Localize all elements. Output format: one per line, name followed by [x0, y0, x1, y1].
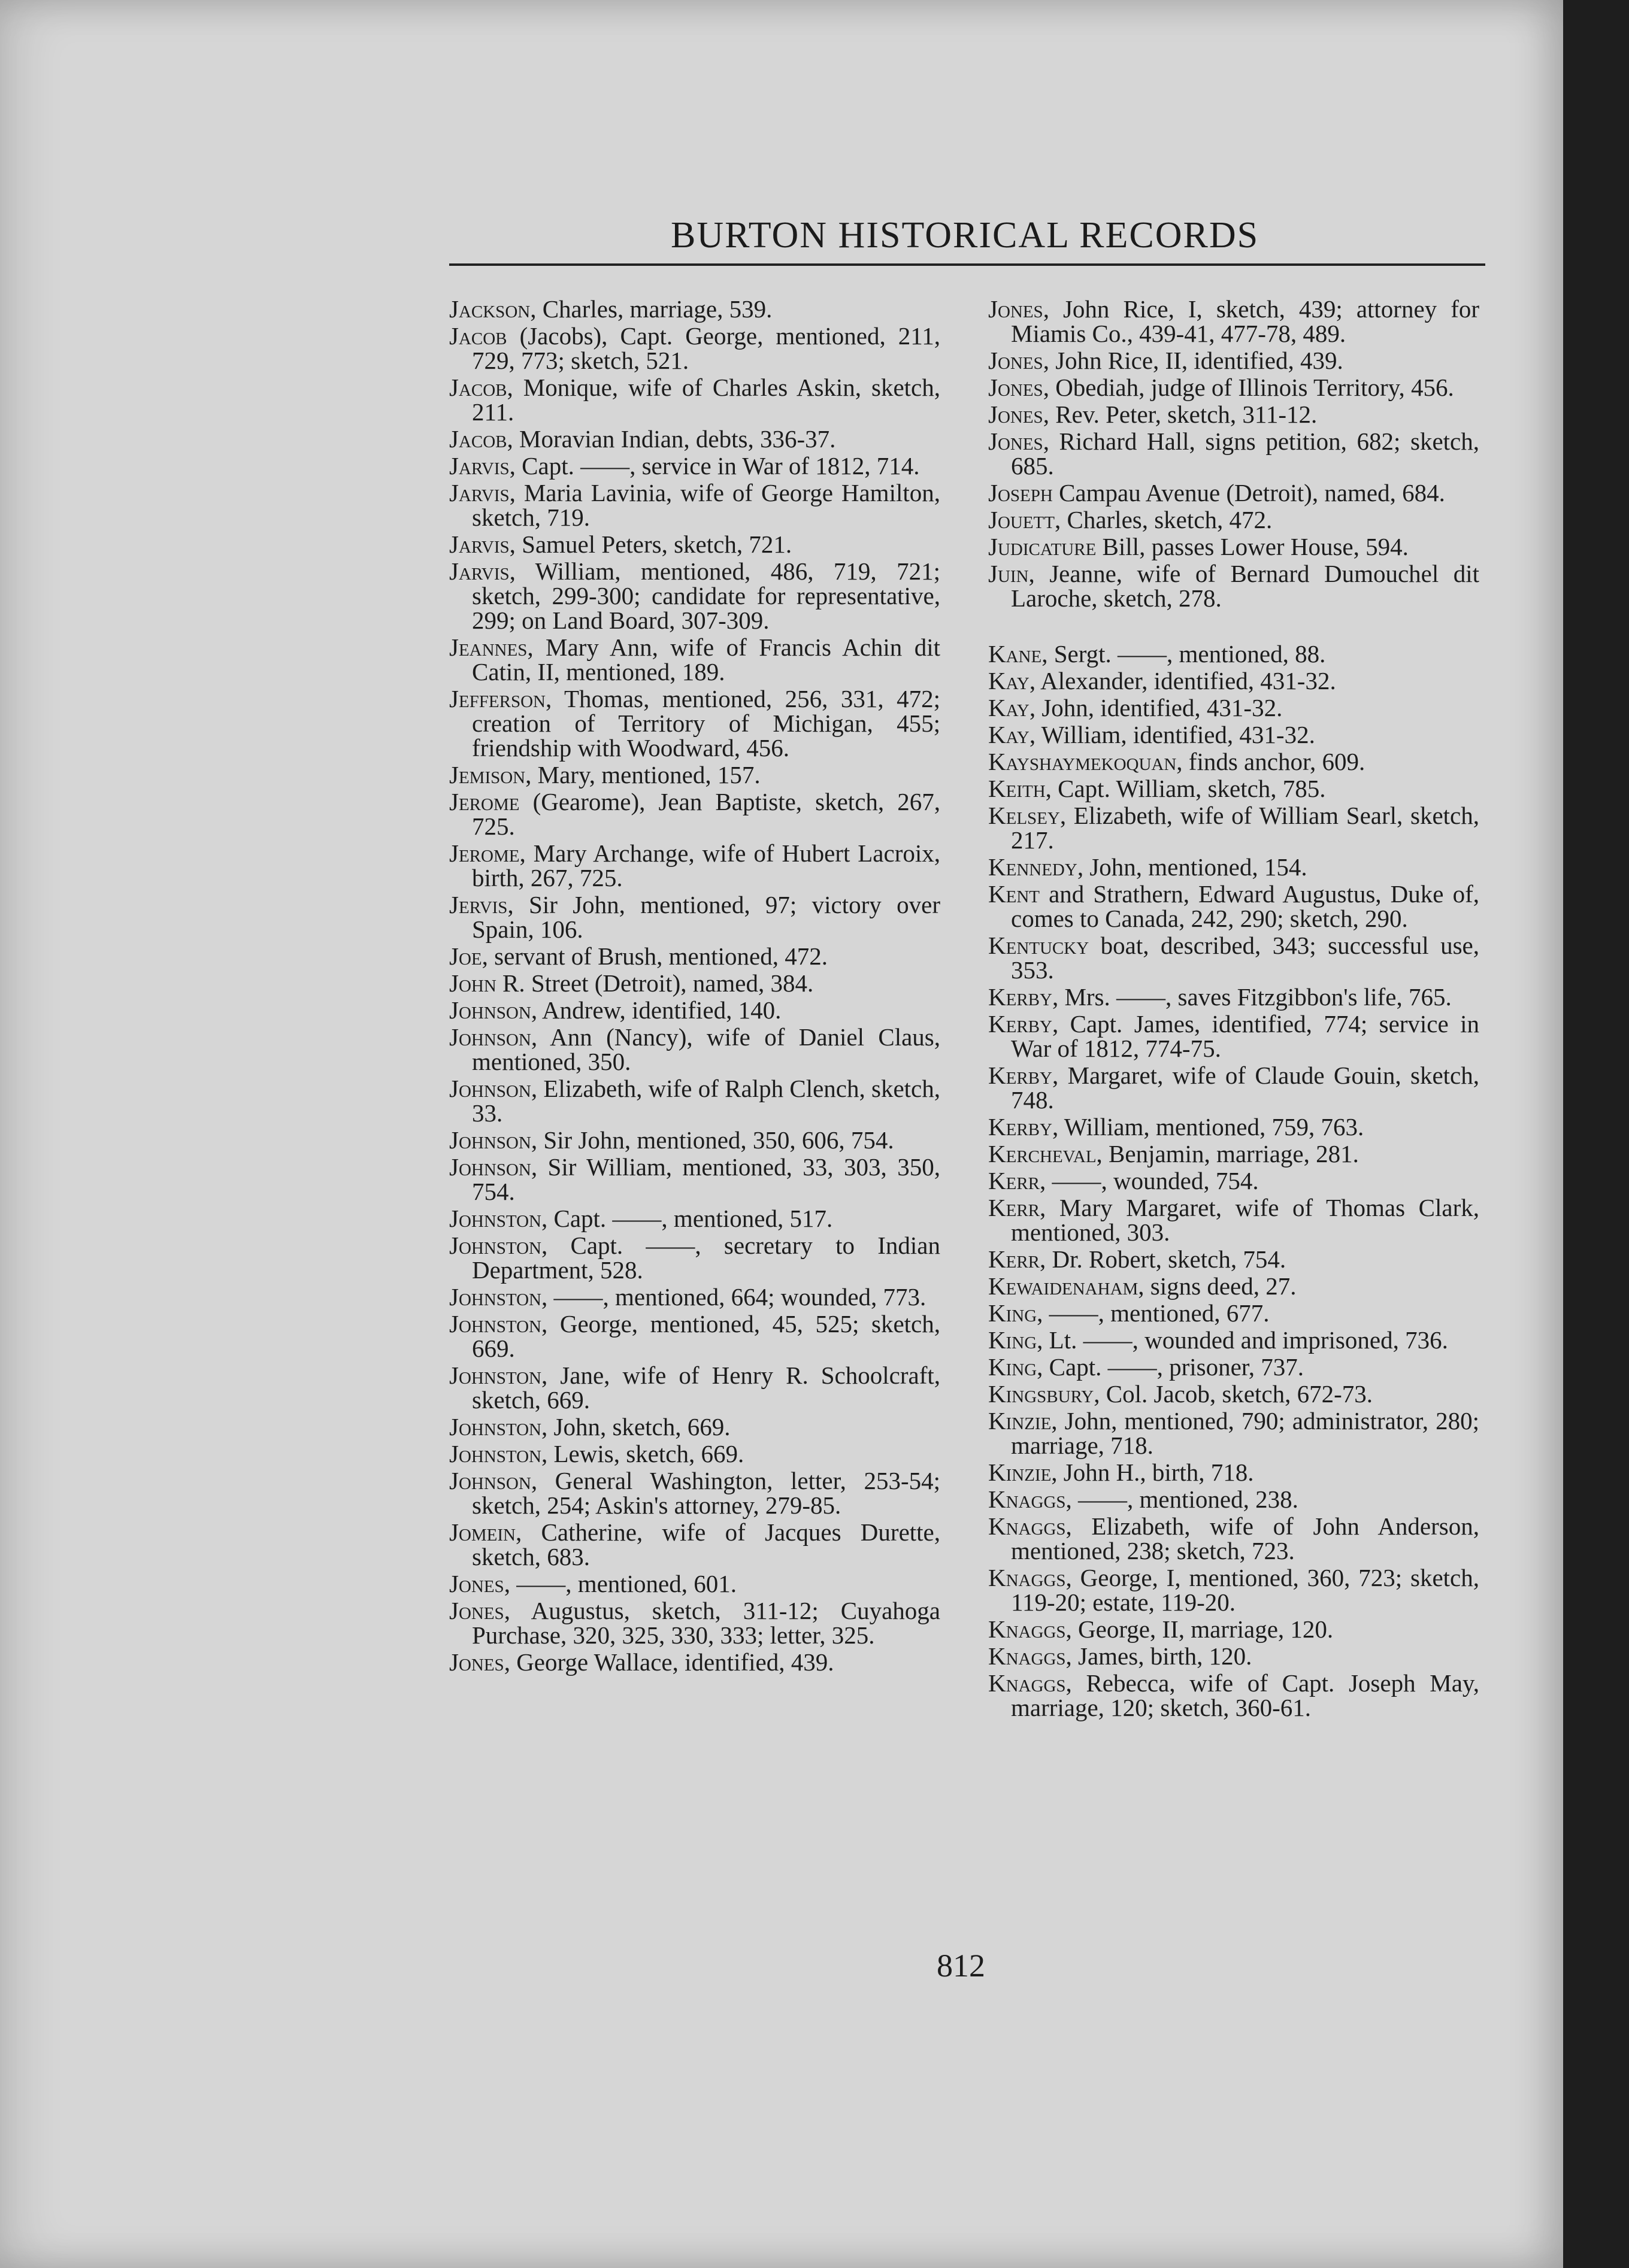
- entry-headword: Knaggs: [988, 1564, 1066, 1591]
- entry-headword: Jones: [449, 1570, 504, 1597]
- entry-headword: Johnston: [449, 1362, 541, 1389]
- entry-headword: Johnston: [449, 1205, 541, 1232]
- entry-headword: Jackson: [449, 295, 531, 323]
- index-entry: [449, 944, 940, 969]
- index-entry: [449, 1155, 940, 1204]
- entry-text: , Thomas, mentioned, 256, 331, 472; creation of Territory of Michigan, 455; friendship with Woodward, 456.: [472, 685, 940, 762]
- entry-text: , John, mentioned, 154.: [1077, 853, 1307, 881]
- index-entry: [449, 1233, 940, 1282]
- entry-text: , Alexander, identified, 431-32.: [1029, 667, 1336, 695]
- index-entry: [988, 1617, 1479, 1642]
- entry-text: , John, identified, 431-32.: [1029, 694, 1283, 721]
- entry-text: , ——, wounded, 754.: [1040, 1167, 1259, 1194]
- index-entry: [988, 1274, 1479, 1299]
- entry-text: , Andrew, identified, 140.: [531, 996, 782, 1024]
- running-header: [449, 210, 1485, 266]
- index-entry: [988, 750, 1479, 774]
- entry-text: , Capt. James, identified, 774; service in War of 1812, 774-75.: [1011, 1010, 1479, 1062]
- entry-text: Campau Avenue (Detroit), named, 684.: [1052, 479, 1445, 507]
- index-entry: [988, 481, 1479, 505]
- entry-text: , James, birth, 120.: [1065, 1642, 1252, 1670]
- entry-text: , Mary Archange, wife of Hubert Lacroix, birth, 267, 725.: [472, 839, 940, 892]
- entry-text: , Dr. Robert, sketch, 754.: [1040, 1245, 1286, 1273]
- entry-text: , Sir John, mentioned, 97; victory over Spain, 106.: [472, 891, 940, 943]
- entry-text: , Charles, marriage, 539.: [530, 295, 773, 323]
- entry-text: boat, described, 343; successful use, 353.: [1011, 932, 1479, 984]
- index-entry: [988, 1012, 1479, 1061]
- entry-text: , John, sketch, 669.: [541, 1413, 731, 1441]
- index-entry: [988, 562, 1479, 611]
- index-entry: [449, 893, 940, 942]
- index-entry: [988, 723, 1479, 747]
- entry-text: , George, II, marriage, 120.: [1065, 1615, 1334, 1643]
- index-entry: [988, 933, 1479, 983]
- entry-headword: Johnston: [449, 1232, 541, 1259]
- entry-headword: Kinzie: [988, 1459, 1052, 1486]
- index-entry: [449, 1442, 940, 1466]
- index-entry: [988, 1644, 1479, 1669]
- entry-headword: Joe: [449, 942, 482, 970]
- index-entry: [449, 1285, 940, 1309]
- entry-headword: Kinzie: [988, 1407, 1052, 1435]
- index-entry: [988, 882, 1479, 931]
- entry-text: , John, mentioned, 790; administrator, 280; marriage, 718.: [1011, 1407, 1479, 1459]
- index-entry: [988, 669, 1479, 693]
- entry-text: , Rebecca, wife of Capt. Joseph May, marriage, 120; sketch, 360-61.: [1011, 1669, 1479, 1721]
- entry-headword: Kerby: [988, 1062, 1052, 1089]
- entry-text: , finds anchor, 609.: [1176, 748, 1365, 775]
- entry-headword: Johnson: [449, 1075, 531, 1102]
- entry-text: , Capt. William, sketch, 785.: [1045, 775, 1326, 802]
- entry-text: , ——, mentioned, 677.: [1037, 1299, 1270, 1327]
- index-entry: [988, 1142, 1479, 1166]
- entry-headword: Johnson: [449, 1126, 531, 1154]
- index-entry: [449, 297, 940, 322]
- entry-text: , Elizabeth, wife of Ralph Clench, sketch, 33.: [472, 1075, 940, 1127]
- index-entry: [449, 559, 940, 633]
- entry-text: , Jane, wife of Henry R. Schoolcraft, sketch, 669.: [472, 1362, 940, 1414]
- index-entry: [988, 348, 1479, 373]
- entry-text: , George, I, mentioned, 360, 723; sketch, 119-20; estate, 119-20.: [1011, 1564, 1479, 1616]
- index-entry: [449, 481, 940, 530]
- entry-text: , ——, mentioned, 238.: [1065, 1485, 1298, 1513]
- entry-text: , ——, mentioned, 601.: [504, 1570, 737, 1597]
- index-column-right: [988, 297, 1479, 1723]
- entry-headword: Kerby: [988, 1113, 1052, 1141]
- entry-text: , John Rice, I, sketch, 439; attorney for Miamis Co., 439-41, 477-78, 489.: [1011, 295, 1479, 347]
- index-entry: [988, 1487, 1479, 1512]
- entry-headword: Knaggs: [988, 1615, 1066, 1643]
- index-entry: [988, 1196, 1479, 1245]
- entry-text: , signs deed, 27.: [1138, 1272, 1297, 1300]
- index-entry: [449, 635, 940, 684]
- index-entry: [988, 508, 1479, 532]
- index-entry: [988, 297, 1479, 346]
- entry-headword: Juin: [988, 560, 1029, 587]
- index-entry: [449, 763, 940, 787]
- index-entry: [449, 1206, 940, 1231]
- entry-text: , Lewis, sketch, 669.: [541, 1440, 744, 1467]
- entry-text: , servant of Brush, mentioned, 472.: [482, 942, 828, 970]
- entry-text: , Samuel Peters, sketch, 721.: [509, 530, 792, 558]
- index-entry: [449, 1363, 940, 1412]
- entry-headword: King: [988, 1326, 1037, 1354]
- index-entry: [988, 696, 1479, 720]
- entry-headword: Jones: [988, 374, 1043, 401]
- entry-text: , Capt. ——, mentioned, 517.: [541, 1205, 833, 1232]
- index-entry: [988, 1382, 1479, 1406]
- entry-text: , Capt. ——, prisoner, 737.: [1037, 1353, 1304, 1381]
- index-entry: [449, 1469, 940, 1518]
- index-entry: [988, 375, 1479, 400]
- entry-headword: Kercheval: [988, 1140, 1097, 1168]
- index-entry: [988, 1115, 1479, 1139]
- entry-text: , Col. Jacob, sketch, 672-73.: [1094, 1380, 1373, 1408]
- entry-text: , Augustus, sketch, 311-12; Cuyahoga Purchase, 320, 325, 330, 333; letter, 325.: [472, 1597, 940, 1649]
- entry-headword: Jerome: [449, 788, 520, 815]
- entry-headword: Jomein: [449, 1518, 516, 1546]
- index-entry: [449, 375, 940, 425]
- entry-headword: John: [449, 969, 496, 997]
- entry-headword: Jerome: [449, 839, 520, 867]
- index-column-left: [449, 297, 940, 1677]
- index-entry: [988, 1409, 1479, 1458]
- entry-headword: Johnson: [449, 1023, 531, 1051]
- entry-headword: Jarvis: [449, 452, 510, 480]
- index-entry: [988, 1169, 1479, 1193]
- index-entry: [988, 777, 1479, 801]
- index-entry: [449, 324, 940, 373]
- entry-headword: Jeannes: [449, 633, 528, 661]
- entry-headword: Knaggs: [988, 1669, 1066, 1697]
- entry-text: , William, mentioned, 759, 763.: [1052, 1113, 1364, 1141]
- entry-headword: Jones: [988, 401, 1043, 428]
- index-entry: [449, 1572, 940, 1596]
- index-entry: [988, 1328, 1479, 1353]
- entry-text: , Capt. ——, secretary to Indian Department, 528.: [472, 1232, 940, 1284]
- index-entry: [449, 427, 940, 451]
- entry-headword: Johnston: [449, 1413, 541, 1441]
- entry-headword: Judicature: [988, 533, 1097, 560]
- entry-headword: Kentucky: [988, 932, 1089, 959]
- index-entry: [449, 1128, 940, 1153]
- index-entry: [988, 1514, 1479, 1563]
- entry-text: , Mary Margaret, wife of Thomas Clark, mentioned, 303.: [1011, 1194, 1479, 1246]
- entry-headword: Johnston: [449, 1283, 541, 1311]
- entry-headword: Jervis: [449, 891, 508, 918]
- entry-text: , Catherine, wife of Jacques Durette, sketch, 683.: [472, 1518, 940, 1570]
- entry-text: , George, mentioned, 45, 525; sketch, 669.: [472, 1310, 940, 1362]
- index-entry: [449, 1415, 940, 1439]
- index-entry: [449, 454, 940, 478]
- page-title: BURTON HISTORICAL RECORDS: [671, 215, 1259, 256]
- entry-text: , John Rice, II, identified, 439.: [1043, 347, 1343, 374]
- entry-text: , Richard Hall, signs petition, 682; sketch, 685.: [1011, 427, 1479, 480]
- entry-headword: Knaggs: [988, 1485, 1066, 1513]
- entry-text: , Mrs. ——, saves Fitzgibbon's life, 765.: [1052, 983, 1452, 1011]
- entry-headword: Kennedy: [988, 853, 1077, 881]
- entry-text: , Charles, sketch, 472.: [1054, 506, 1273, 533]
- index-entry: [449, 532, 940, 557]
- index-entry: [988, 429, 1479, 478]
- entry-headword: King: [988, 1299, 1037, 1327]
- index-entry: [449, 687, 940, 760]
- entry-text: , Ann (Nancy), wife of Daniel Claus, mentioned, 350.: [472, 1023, 940, 1075]
- entry-text: , Margaret, wife of Claude Gouin, sketch, 748.: [1011, 1062, 1479, 1114]
- entry-headword: Jones: [988, 347, 1043, 374]
- entry-text: , William, identified, 431-32.: [1029, 721, 1315, 748]
- index-entry: [988, 402, 1479, 427]
- entry-headword: Kay: [988, 694, 1030, 721]
- index-entry: [988, 1460, 1479, 1485]
- entry-text: R. Street (Detroit), named, 384.: [496, 969, 814, 997]
- entry-text: , ——, mentioned, 664; wounded, 773.: [541, 1283, 926, 1311]
- index-entry: [988, 803, 1479, 853]
- entry-text: , Sir John, mentioned, 350, 606, 754.: [531, 1126, 894, 1154]
- index-entry: [988, 1063, 1479, 1112]
- entry-text: , Sergt. ——, mentioned, 88.: [1041, 640, 1326, 668]
- entry-headword: Kent: [988, 880, 1040, 908]
- index-entry: [449, 1025, 940, 1074]
- index-entry: [449, 1650, 940, 1675]
- page-number: 812: [937, 1948, 985, 1984]
- entry-headword: Kingsbury: [988, 1380, 1094, 1408]
- index-entry: [988, 1355, 1479, 1379]
- entry-headword: Kewaidenaham: [988, 1272, 1139, 1300]
- entry-text: , Elizabeth, wife of William Searl, sketch, 217.: [1011, 802, 1479, 854]
- entry-headword: Kerby: [988, 983, 1052, 1011]
- entry-headword: Kelsey: [988, 802, 1060, 829]
- entry-headword: Jacob: [449, 322, 507, 350]
- entry-headword: King: [988, 1353, 1037, 1381]
- entry-headword: Jarvis: [449, 479, 510, 507]
- index-entry: [988, 855, 1479, 880]
- entry-headword: Kerby: [988, 1010, 1052, 1038]
- index-entry: [988, 535, 1479, 559]
- entry-text: , Benjamin, marriage, 281.: [1096, 1140, 1359, 1168]
- index-entry: [988, 985, 1479, 1009]
- entry-text: , Moravian Indian, debts, 336-37.: [507, 425, 836, 453]
- entry-headword: Jones: [988, 427, 1043, 455]
- entry-text: , John H., birth, 718.: [1051, 1459, 1254, 1486]
- entry-text: (Gearome), Jean Baptiste, sketch, 267, 725.: [472, 788, 940, 840]
- index-entry: [449, 998, 940, 1023]
- entry-text: , Lt. ——, wounded and imprisoned, 736.: [1037, 1326, 1448, 1354]
- entry-text: , Capt. ——, service in War of 1812, 714.: [509, 452, 920, 480]
- entry-headword: Knaggs: [988, 1642, 1066, 1670]
- entry-text: Bill, passes Lower House, 594.: [1096, 533, 1409, 560]
- entry-headword: Kerr: [988, 1167, 1040, 1194]
- index-entry: [988, 1566, 1479, 1615]
- index-entry: [988, 1671, 1479, 1720]
- entry-text: , General Washington, letter, 253-54; sketch, 254; Askin's attorney, 279-85.: [472, 1467, 940, 1519]
- entry-headword: Jacob: [449, 374, 507, 401]
- index-entry: [449, 971, 940, 996]
- entry-text: , George Wallace, identified, 439.: [504, 1648, 834, 1676]
- entry-headword: Jacob: [449, 425, 507, 453]
- entry-headword: Jouett: [988, 506, 1055, 533]
- index-entry: [449, 790, 940, 839]
- entry-text: , Maria Lavinia, wife of George Hamilton, sketch, 719.: [472, 479, 940, 531]
- entry-text: , Rev. Peter, sketch, 311-12.: [1043, 401, 1318, 428]
- index-entry: [449, 1077, 940, 1126]
- entry-text: , Mary Ann, wife of Francis Achin dit Catin, II, mentioned, 189.: [472, 633, 940, 686]
- index-entry: [449, 1312, 940, 1361]
- entry-headword: Jones: [988, 295, 1043, 323]
- index-entry: [449, 841, 940, 890]
- entry-text: (Jacobs), Capt. George, mentioned, 211, 729, 773; sketch, 521.: [472, 322, 940, 374]
- entry-headword: Kerr: [988, 1245, 1040, 1273]
- entry-headword: Johnston: [449, 1310, 541, 1338]
- index-entry: [988, 642, 1479, 666]
- entry-headword: Joseph: [988, 479, 1053, 507]
- entry-headword: Jarvis: [449, 557, 510, 585]
- index-entry: [449, 1599, 940, 1648]
- entry-headword: Kane: [988, 640, 1042, 668]
- entry-text: , Jeanne, wife of Bernard Dumouchel dit Laroche, sketch, 278.: [1011, 560, 1479, 612]
- entry-headword: Kerr: [988, 1194, 1040, 1221]
- entry-text: , Obediah, judge of Illinois Territory, 456.: [1043, 374, 1454, 401]
- entry-text: , Mary, mentioned, 157.: [525, 761, 761, 789]
- entry-headword: Jones: [449, 1648, 504, 1676]
- entry-text: and Strathern, Edward Augustus, Duke of, comes to Canada, 242, 290; sketch, 290.: [1011, 880, 1479, 932]
- entry-headword: Keith: [988, 775, 1046, 802]
- index-entry: [449, 1520, 940, 1569]
- entry-headword: Kay: [988, 721, 1030, 748]
- entry-headword: Jarvis: [449, 530, 510, 558]
- entry-headword: Jefferson: [449, 685, 546, 712]
- entry-headword: Jones: [449, 1597, 504, 1624]
- index-entry: [988, 1301, 1479, 1326]
- entry-headword: Jemison: [449, 761, 526, 789]
- index-entry: [988, 1247, 1479, 1272]
- entry-headword: Johnson: [449, 1153, 531, 1181]
- entry-headword: Johnson: [449, 996, 531, 1024]
- entry-headword: Johnson: [449, 1467, 531, 1494]
- entry-text: , Sir William, mentioned, 33, 303, 350, 754.: [472, 1153, 940, 1205]
- entry-text: , Elizabeth, wife of John Anderson, mentioned, 238; sketch, 723.: [1011, 1512, 1479, 1564]
- entry-headword: Knaggs: [988, 1512, 1066, 1540]
- entry-text: , Monique, wife of Charles Askin, sketch, 211.: [472, 374, 940, 426]
- entry-headword: Kay: [988, 667, 1030, 695]
- entry-headword: Johnston: [449, 1440, 541, 1467]
- entry-headword: Kayshaymekoquan: [988, 748, 1177, 775]
- entry-text: , William, mentioned, 486, 719, 721; sketch, 299-300; candidate for representative, 299; on Land Board, 307-309.: [472, 557, 940, 634]
